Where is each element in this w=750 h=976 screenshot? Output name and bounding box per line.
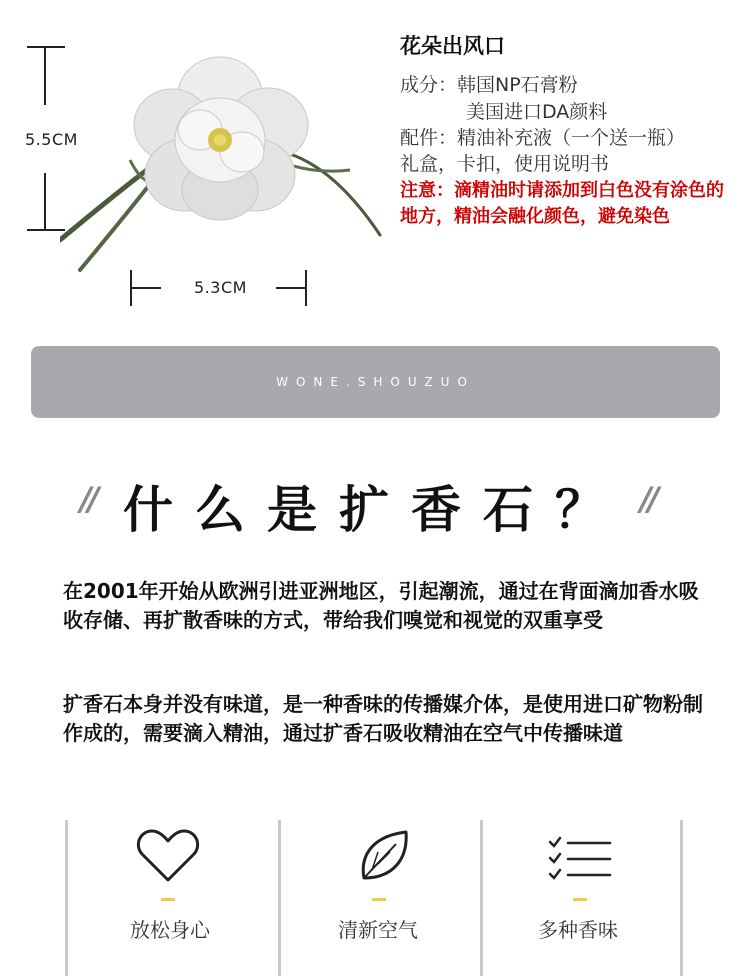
feature-label-fresh-air: 清新空气 <box>338 918 418 942</box>
dim-vertical-top <box>44 47 46 105</box>
feature-accent <box>372 898 386 901</box>
width-label: 5.3CM <box>194 278 247 297</box>
checklist-icon <box>548 836 612 884</box>
spec-line-material: 成分：韩国NP石膏粉 <box>400 74 578 96</box>
intro-paragraph-1: 在2001年开始从欧洲引进亚洲地区，引起潮流，通过在背面滴加香水吸收存储、再扩散香味的方式，带给我们嗅觉和视觉的双重享受 <box>63 579 699 632</box>
heading-deco-right: // <box>640 480 656 518</box>
heading-deco-left: // <box>80 480 96 518</box>
feature-divider <box>65 820 68 976</box>
feature-label-scents: 多种香味 <box>538 918 618 942</box>
feature-divider <box>278 820 281 976</box>
spec-line-accessory: 配件：精油补充液（一个送一瓶） <box>400 127 686 149</box>
warning-text: 注意：滴精油时请添加到白色没有涂色的地方，精油会融化颜色，避免染色 <box>400 180 724 227</box>
leaf-icon <box>356 828 412 884</box>
flower-image <box>60 40 390 280</box>
feature-divider <box>480 820 483 976</box>
product-title: 花朵出风口 <box>400 34 505 58</box>
banner-text: WONE.SHOUZUO <box>276 375 475 389</box>
dim-horizontal-right <box>276 287 306 289</box>
feature-accent <box>161 898 175 901</box>
feature-accent <box>573 898 587 901</box>
spec-line-pigment: 美国进口DA颜料 <box>466 101 608 123</box>
heart-icon <box>136 828 200 884</box>
brand-banner <box>31 346 720 418</box>
dim-horizontal-left <box>131 287 161 289</box>
section-heading: 什么是扩香石？ <box>123 481 627 539</box>
dim-vertical-bottom <box>44 173 46 229</box>
feature-label-relax: 放松身心 <box>130 918 210 942</box>
spec-line-package: 礼盒，卡扣，使用说明书 <box>400 153 610 175</box>
intro-paragraph-2: 扩香石本身并没有味道，是一种香味的传播媒介体，是使用进口矿物粉制作成的，需要滴入精油，通过扩香石吸收精油在空气中传播味道 <box>63 692 703 745</box>
feature-divider <box>680 820 683 976</box>
height-label: 5.5CM <box>25 130 78 149</box>
